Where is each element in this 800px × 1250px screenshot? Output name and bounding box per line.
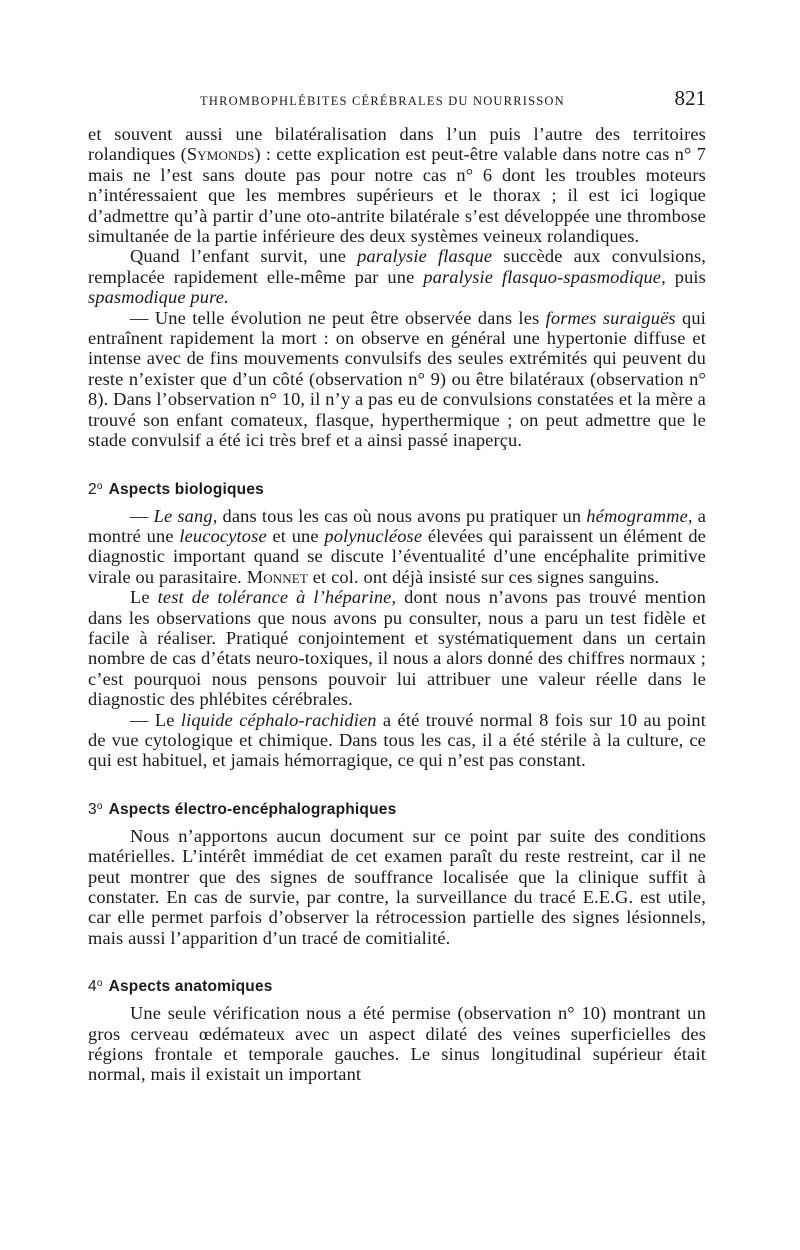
author-citation: Monnet — [246, 566, 308, 587]
page-number: 821 — [674, 86, 706, 110]
section-heading-anatomiques: 4$^o$ Aspects anatomiques — [88, 978, 273, 996]
paragraph-eeg: Nous n’apportons aucun document sur ce point par suite des conditions matérielles. L’intérêt immédiat de cet examen paraît du reste restreint, car il ne peut montrer que des signes de souffrance localisée que la clinique suffit à constater. En cas de survie, par contre, la surveillance du tracé E.E.G. est utile, car elle permet parfois d’observer la rétrocession partielle des signes lésionnels, mais aussi l’apparition d’un tracé de comitialité. — [88, 825, 706, 948]
paragraph-lcr: — Le liquide céphalo-rachidien a été trouvé normal 8 fois sur 10 au point de vue cytologique et chimique. Dans tous les cas, il a été stérile à la culture, ce qui est habituel, et jamais hémorragique, ce qui n’est pas constant. — [88, 709, 706, 771]
section-heading-biologiques: 2$^o$ Aspects biologiques — [88, 480, 264, 498]
section-heading-eeg: 3$^o$ Aspects électro-encéphalographiques — [88, 800, 397, 818]
paragraph-continued: et souvent aussi une bilatéralisation dans l’un puis l’autre des territoires rolandiques (Symonds) : cette explication est peut-être valable dans notre cas n° 7 mais ne l’est sans doute pas pour notre cas n° 6 dont les troubles moteurs n’intéressaient que les membres supérieurs et le thorax ; il est ici logique d’admettre qu’à partir d’une oto-antrite bilatérale s’est développée une thrombose simultanée de la partie inférieure des deux systèmes veineux rolandiques. — [88, 124, 706, 247]
paragraph-sang: — Le sang, dans tous les cas où nous avons pu pratiquer un hémogramme, a montré une leucocytose et une polynucléose élevées qui paraissent un élément de diagnostic important quand se discute l’éventualité d’une encéphalite primitive virale ou parasitaire. Monnet et col. ont déjà insisté sur ces signes sanguins. — [88, 505, 707, 587]
document-page — [88, 86, 706, 1085]
running-title: THROMBOPHLÉBITES CÉRÉBRALES DU NOURRISSON — [200, 94, 565, 108]
running-head — [88, 86, 706, 116]
paragraph-formes-suraigues: — Une telle évolution ne peut être observée dans les formes suraiguës qui entraînent rapidement la mort : on observe en général une hypertonie diffuse et intense avec de fins mouvements convulsifs des seules extrémités qui peuvent du reste n’exister que d’un côté (observation n° 9) ou être bilatéraux (observation n° 8). Dans l’observation n° 10, il n’y a pas eu de convulsions constatées et la mère a trouvé son enfant comateux, flasque, hyperthermique ; on peut admettre que le stade convulsif a été ici très bref et a ainsi passé inaperçu. — [88, 307, 706, 451]
paragraph-paralysie: Quand l’enfant survit, une paralysie flasque succède aux convulsions, remplacée rapidement elle-même par une paralysie flasquo-spasmodique, puis spasmodique pure. — [88, 246, 707, 308]
author-citation: Symonds — [186, 144, 255, 165]
paragraph-anatomiques: Une seule vérification nous a été permise (observation n° 10) montrant un gros cerveau œdémateux avec un aspect dilaté des veines superficielles des régions frontale et temporale gauches. Le sinus longitudinal supérieur était normal, mais il existait un important — [88, 1003, 706, 1085]
paragraph-heparine: Le test de tolérance à l’héparine, dont nous n’avons pas trouvé mention dans les observations que nous avons pu consulter, nous a paru un test fidèle et facile à réaliser. Pratiqué conjointement et systématiquement dans un certain nombre de cas d’états neuro-toxiques, il nous a alors donné des chiffres normaux ; c’est pourquoi nous pensons pouvoir lui attribuer une valeur réelle dans le diagnostic des phlébites cérébrales. — [88, 587, 706, 710]
